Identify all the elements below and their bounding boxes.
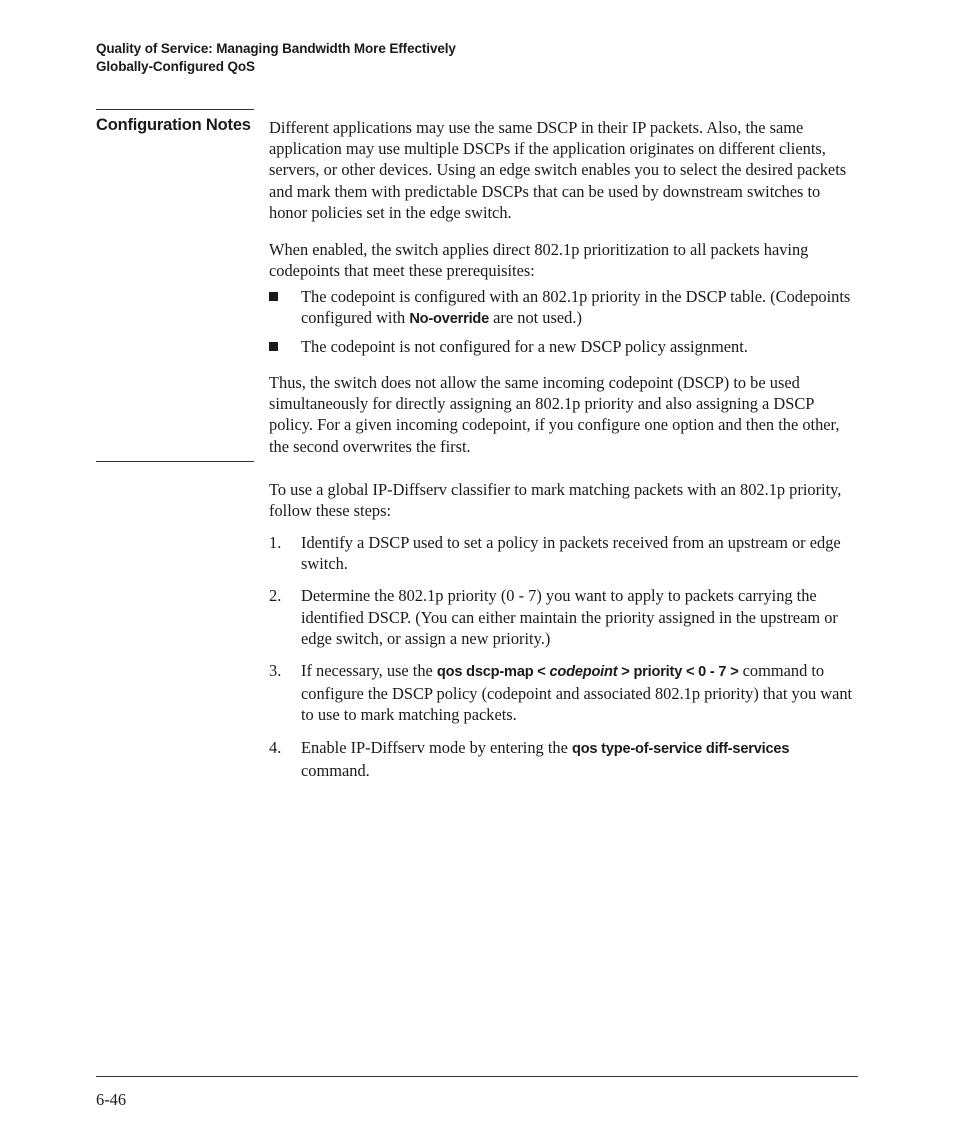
square-bullet-icon [269,342,278,351]
step-number: 3. [269,661,282,681]
notes-paragraph-3: Thus, the switch does not allow the same incoming codepoint (DSCP) to be used simultaneously for directly assigning an 802.1p priority and also assigning a DSCP policy. For a given incoming codepoint, if you configure one option and then the other, the second overwrites the first. [269,373,840,456]
step-number: 1. [269,533,282,552]
square-bullet-icon [269,292,278,301]
command-text: qos type-of-service diff-services [571,740,790,757]
list-item: The codepoint is not configured for a new DSCP policy assignment. [269,336,861,357]
side-heading-top-rule [96,109,254,110]
list-item: 4. Enable IP-Diffserv mode by entering the qos type-of-service diff-services command. [269,737,790,780]
footer-rule [96,1076,858,1077]
side-heading-bottom-rule [96,461,254,462]
running-header-chapter: Quality of Service: Managing Bandwidth More Effectively [96,41,456,56]
step-number: 4. [269,737,282,757]
step-number: 2. [269,586,282,606]
side-heading: Configuration Notes [96,116,251,134]
running-header [96,40,456,76]
running-header-section: Globally-Configured QoS [96,59,255,74]
prerequisite-list [269,286,861,358]
notes-paragraph-2: When enabled, the switch applies direct 802.1p prioritization to all packets having codepoints that meet these prerequisites: [269,240,809,281]
page-number: 6-46 [96,1090,127,1109]
list-item: 3. If necessary, use the qos dscp-map < codepoint > priority < 0 - 7 > command to configure the DSCP policy (codepoint and associated 802.1p priority) that you want to use to mark matching packets. [269,661,853,725]
list-item: 1. Identify a DSCP used to set a policy in packets received from an upstream or edge switch. [269,533,841,574]
list-item: 2. Determine the 802.1p priority (0 - 7) you want to apply to packets carrying the identified DSCP. (You can either maintain the priority assigned in the upstream or edge switch, or assign a new priority.) [269,586,838,648]
command-text: No-override [409,311,490,328]
procedure-intro: To use a global IP-Diffserv classifier to mark matching packets with an 802.1p priority, follow these steps: [269,480,842,521]
notes-paragraph-1: Different applications may use the same DSCP in their IP packets. Also, the same application may use multiple DSCPs if the application originates on different clients, servers, or other devices. Using an edge switch enables you to select the desired packets and mark them with predictable DSCPs that can be used by downstream switches to honor policies set in the edge switch. [269,118,847,222]
command-text: qos dscp-map < codepoint > priority < 0 - 7 > [436,664,739,681]
list-item: The codepoint is configured with an 802.1p priority in the DSCP table. (Codepoints configured with No-override are not used.) [269,286,861,330]
procedure-steps [269,532,861,781]
